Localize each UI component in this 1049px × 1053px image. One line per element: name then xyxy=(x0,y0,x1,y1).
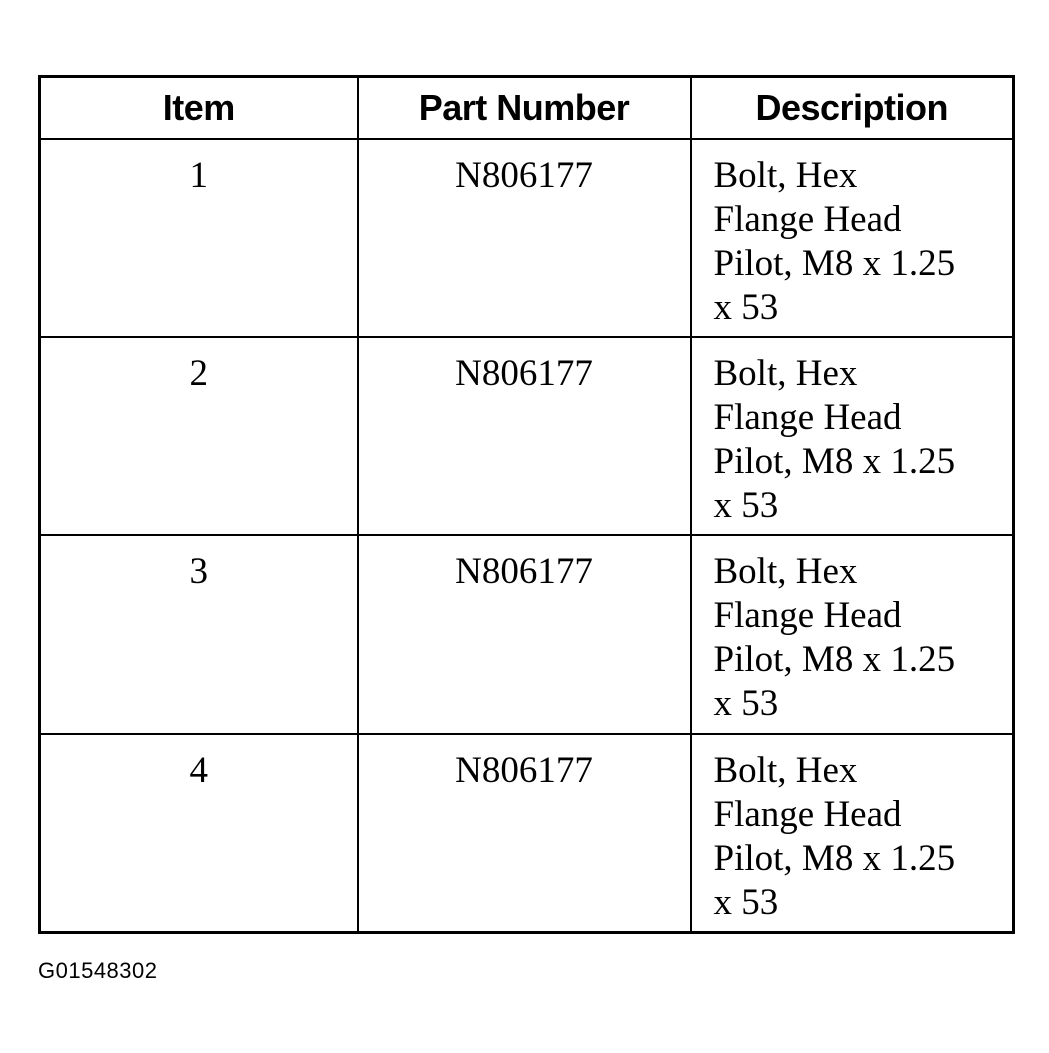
description-line: Pilot, M8 x 1.25 xyxy=(713,639,956,681)
description-line: Flange Head xyxy=(713,595,902,637)
description-line: Pilot, M8 x 1.25 xyxy=(713,837,956,879)
description-line: Bolt, Hex xyxy=(713,155,858,196)
table-row xyxy=(40,535,1014,733)
part-number-cell: N806177 xyxy=(358,337,691,535)
item-cell: 4 xyxy=(40,734,358,933)
part-number-cell: N806177 xyxy=(358,734,691,933)
header-description: Description xyxy=(691,77,1014,140)
description-line: Flange Head xyxy=(713,793,902,835)
description-cell xyxy=(691,535,1014,733)
header-row xyxy=(40,77,1014,140)
description-line: Pilot, M8 x 1.25 xyxy=(713,243,956,284)
description-line: x 53 xyxy=(713,485,779,527)
item-cell: 1 xyxy=(40,139,358,337)
parts-table xyxy=(38,75,1015,934)
description-cell xyxy=(691,139,1014,337)
description-line: Flange Head xyxy=(713,397,902,439)
description-line: Bolt, Hex xyxy=(713,353,858,395)
header-item: Item xyxy=(40,77,358,140)
part-number-cell: N806177 xyxy=(358,139,691,337)
figure-id: G01548302 xyxy=(38,958,158,983)
description-line: x 53 xyxy=(713,683,779,725)
table-row xyxy=(40,734,1014,933)
description-line: Flange Head xyxy=(713,199,902,240)
header-part-number: Part Number xyxy=(358,77,691,140)
description-line: x 53 xyxy=(713,287,779,328)
item-cell: 2 xyxy=(40,337,358,535)
table-row xyxy=(40,337,1014,535)
part-number-cell: N806177 xyxy=(358,535,691,733)
description-cell xyxy=(691,337,1014,535)
description-line: x 53 xyxy=(713,881,779,923)
description-line: Pilot, M8 x 1.25 xyxy=(713,441,956,483)
description-line: Bolt, Hex xyxy=(713,749,858,791)
description-cell xyxy=(691,734,1014,933)
description-line: Bolt, Hex xyxy=(713,551,858,593)
item-cell: 3 xyxy=(40,535,358,733)
table-row xyxy=(40,139,1014,337)
